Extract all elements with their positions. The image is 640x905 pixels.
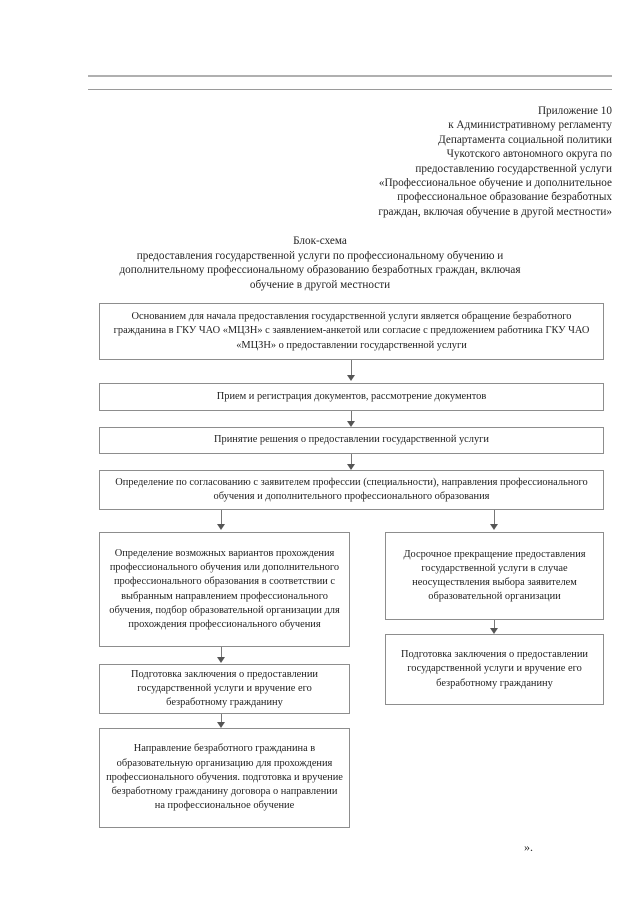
scheme-title-line-1: Блок-схема [293,235,347,247]
appendix-line-7: профессиональное образование безработных [397,191,612,204]
header-rule-top [88,75,612,77]
header-rule-second [88,89,612,90]
appendix-line-1: Приложение 10 [537,105,612,117]
scheme-title-line-2: предоставления государственной услуги по профессиональному обучению и [136,249,504,262]
flow-box-start [99,303,604,360]
flow-box-left-referral [99,728,350,828]
arrowhead-profession-to-left-branch [217,524,225,530]
appendix-line-3: Департамента социальной политики [438,133,612,146]
flow-box-profession-text: Определение по согласованию с заявителем профессии (специальности), направления профессионального обучения и дополнительного профессионального образования [115,476,588,502]
flow-box-left-options-text: Определение возможных вариантов прохождения профессионального обучения или дополнительного профессионального образования в соответствии с выбранным направлением профессионального обучения, подбор образовательной организации для прохождения профессионального обучения [109,547,340,630]
arrowhead-start-to-reception [347,375,355,381]
scheme-title-line-4: обучение в другой местности [249,278,391,291]
appendix-line-6: «Профессиональное обучение и дополнительное [378,177,612,190]
trailing-quote-mark: ». [524,840,533,854]
arrowhead-left-options-to-conclusion [217,657,225,663]
appendix-line-4: Чукотского автономного округа по [446,148,612,161]
flow-box-left-conclusion-text: Подготовка заключения о предоставлении государственной услуги и вручение его безработному гражданину [131,668,318,709]
flow-box-reception [99,383,604,411]
scheme-title-line-3: дополнительному профессиональному образованию безработных граждан, включая [119,264,521,277]
flow-box-left-options [99,532,350,647]
appendix-reference [192,104,612,219]
flow-box-profession [99,470,604,510]
appendix-line-8: граждан, включая обучение в другой местности» [378,205,612,218]
flow-box-left-conclusion [99,664,350,714]
arrowhead-profession-to-right-branch [490,524,498,530]
appendix-line-2: к Административному регламенту [448,119,612,132]
flow-box-right-termination [385,532,604,620]
flow-box-right-conclusion [385,634,604,705]
flow-box-right-termination-text: Досрочное прекращение предоставления государственной услуги в случае неосуществления выбора заявителем образовательной организации [403,548,586,603]
appendix-line-5: предоставлению государственной услуги [415,162,612,175]
flow-box-right-conclusion-text: Подготовка заключения о предоставлении государственной услуги и вручение его безработному гражданину [401,649,588,689]
flow-box-start-text: Основанием для начала предоставления государственной услуги является обращение безработного гражданина в ГКУ ЧАО «МЦЗН» с заявлением-анкетой или согласие с предложением работника ГКУ ЧАО «МЦЗН» о предоставлении государственной услуги [113,311,590,351]
flow-box-left-referral-text: Направление безработного гражданина в образовательную организацию для прохождения профессионального обучения. подготовка и вручение безработному гражданину договора о направлении на профессиональное обучение [106,743,343,812]
scheme-title [95,234,545,292]
flow-box-decision-text: Принятие решения о предоставлении государственной услуги [214,434,489,446]
flow-box-decision [99,427,604,454]
flow-box-reception-text: Прием и регистрация документов, рассмотрение документов [216,390,487,402]
